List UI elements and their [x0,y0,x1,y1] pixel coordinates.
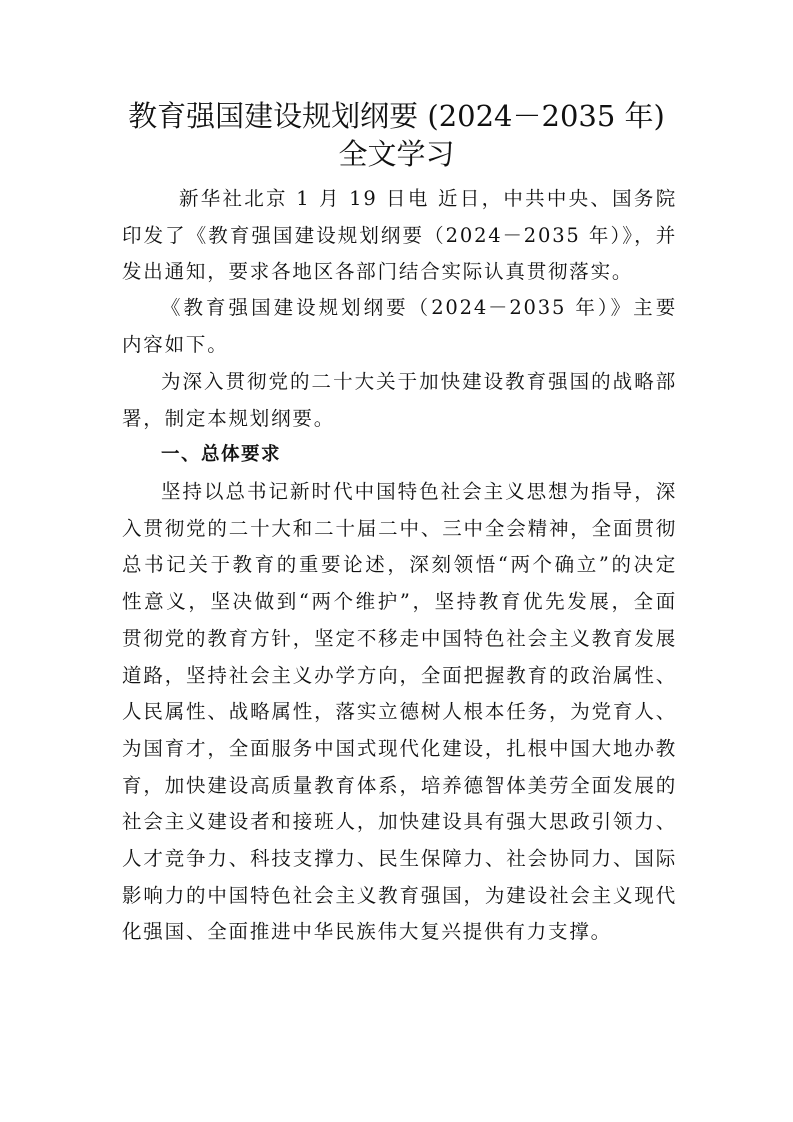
document-title: 教育强国建设规划纲要 (2024－2035 年) [128,99,665,133]
section-body-paragraph: 坚持以总书记新时代中国特色社会主义思想为指导，深入贯彻党的二十大和二十届二中、三中全会精神，全面贯彻总书记关于教育的重要论述，深刻领悟“两个确立”的决定性意义，坚决做到“两个维护”，坚持教育优先发展，全面贯彻党的教育方针，坚定不移走中国特色社会主义教育发展道路，坚持社会主义办学方向，全面把握教育的政治属性、人民属性、战略属性，落实立德树人根本任务，为党育人、为国育才，全面服务中国式现代化建设，扎根中国大地办教育，加快建设高质量教育体系，培养德智体美劳全面发展的社会主义建设者和接班人，加快建设具有强大思政引领力、人才竞争力、科技支撑力、民生保障力、社会协同力、国际影响力的中国特色社会主义教育强国，为建设社会主义现代化强国、全面推进中华民族伟大复兴提供有力支撑。 [122,480,677,944]
section-heading: 一、总体要求 [161,444,282,465]
content-paragraph: 《教育强国建设规划纲要（2024－2035 年）》主要内容如下。 [122,296,677,356]
intro-paragraph: 新华社北京 1 月 19 日电 近日，中共中央、国务院印发了《教育强国建设规划纲要（2024－2035 年）》，并发出通知，要求各地区各部门结合实际认真贯彻落实。 [122,187,677,284]
document-subtitle: 全文学习 [338,137,455,171]
purpose-paragraph: 为深入贯彻党的二十大关于加快建设教育强国的战略部署，制定本规划纲要。 [122,370,677,430]
